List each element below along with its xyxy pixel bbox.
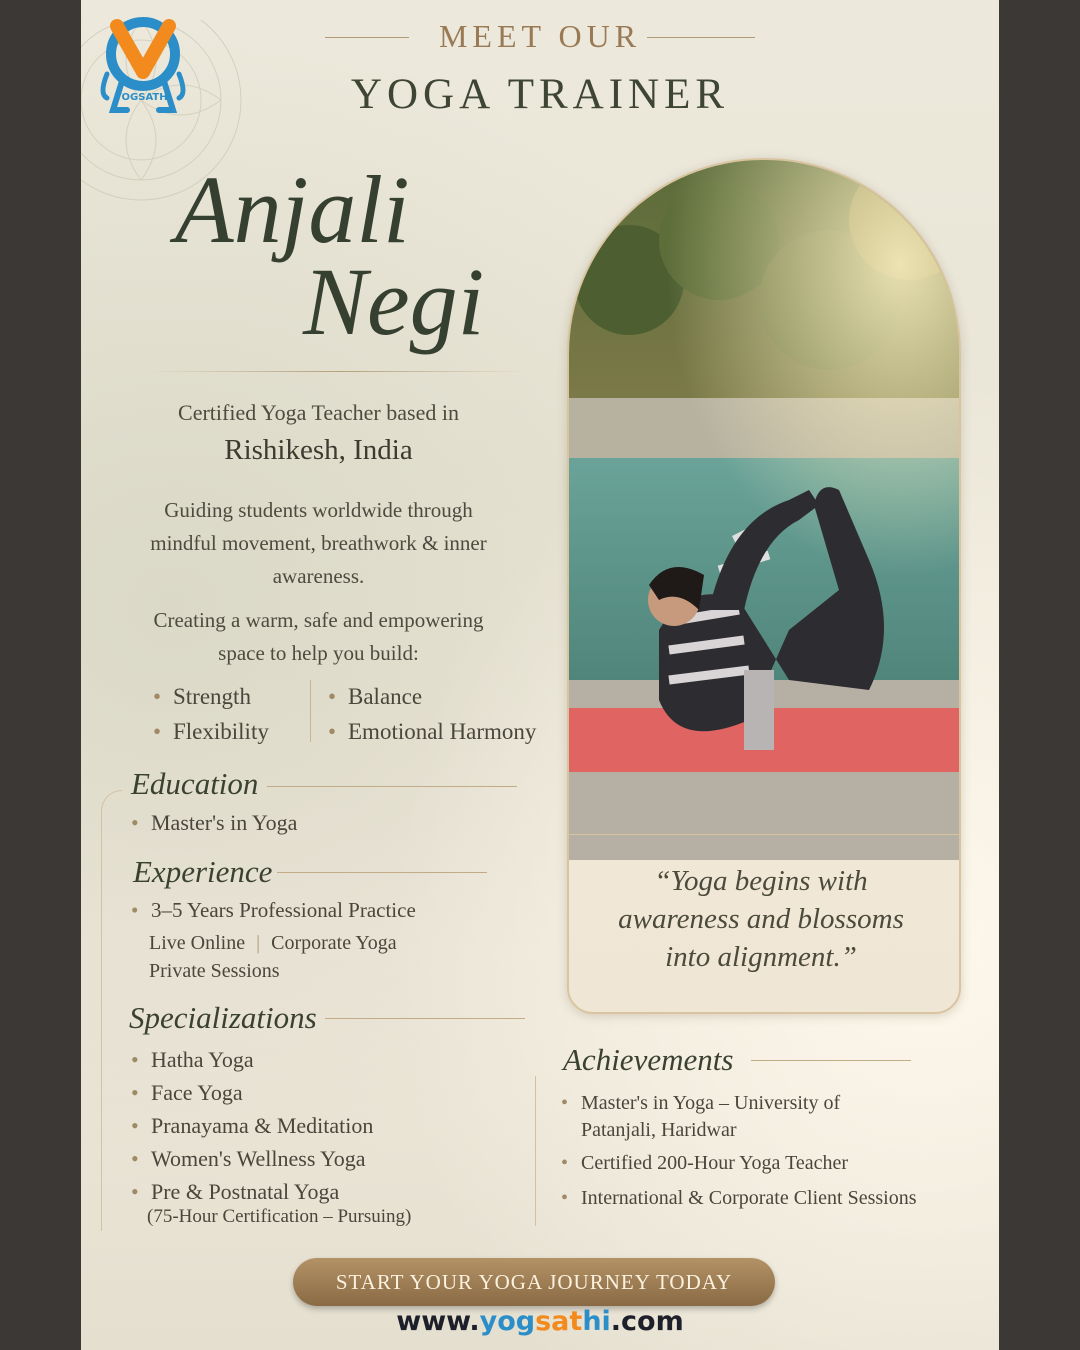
- education-heading-line: [267, 786, 517, 787]
- url-suffix: .com: [610, 1306, 684, 1337]
- url-part: sat: [535, 1306, 583, 1337]
- start-journey-button[interactable]: START YOUR YOGA JOURNEY TODAY: [293, 1258, 775, 1306]
- intro-certified: Certified Yoga Teacher based in: [178, 400, 459, 425]
- name-divider: [149, 371, 529, 372]
- achievements-list: [559, 1090, 969, 1212]
- achievement-text: • Master's in Yoga – University of: [581, 1092, 841, 1114]
- experience-heading: Experience: [133, 854, 273, 889]
- list-item: [559, 1090, 969, 1144]
- list-item: • Women's Wellness Yoga: [129, 1142, 373, 1175]
- list-item: • Strength: [151, 679, 269, 714]
- qualities-right-list: [326, 679, 536, 749]
- list-item: • Pre & Postnatal Yoga: [129, 1175, 373, 1208]
- photo-bottom-edge: [569, 834, 959, 835]
- list-item: • Face Yoga: [129, 1076, 373, 1109]
- education-heading: Education: [131, 766, 259, 801]
- sections-panel-border: [101, 790, 122, 1231]
- intro-location: Rishikesh, India: [224, 434, 413, 466]
- list-item: • Pranayama & Meditation: [129, 1109, 373, 1142]
- achievements-heading-line: [751, 1060, 911, 1061]
- intro-creating: [121, 604, 516, 670]
- quote-line: “Yoga begins with: [654, 865, 868, 897]
- mode-separator: |: [256, 932, 261, 954]
- achievement-text: Patanjali, Haridwar: [581, 1119, 737, 1141]
- qualities-divider: [310, 680, 311, 742]
- qualities-left-list: [151, 679, 269, 749]
- trainer-last-name: Negi: [303, 248, 485, 355]
- intro-creating-line: Creating a warm, safe and empowering: [153, 608, 484, 632]
- trainer-quote: [591, 862, 931, 976]
- quote-line: awareness and blossoms: [618, 903, 904, 935]
- quote-line: into alignment.”: [665, 941, 857, 973]
- experience-mode: Private Sessions: [149, 960, 280, 982]
- specializations-list: [129, 1043, 373, 1208]
- experience-modes: [149, 932, 397, 955]
- specializations-heading-line: [325, 1018, 525, 1019]
- experience-mode: Corporate Yoga: [271, 932, 397, 954]
- education-list: [129, 810, 297, 836]
- specializations-heading: Specializations: [129, 1000, 317, 1035]
- trainer-poster: [81, 0, 999, 1350]
- list-item: • International & Corporate Client Sessions: [559, 1185, 969, 1212]
- list-item: • Flexibility: [151, 714, 269, 749]
- list-item: • Hatha Yoga: [129, 1043, 373, 1076]
- intro-guiding: [121, 494, 516, 593]
- experience-mode: Live Online: [149, 932, 246, 954]
- svg-text:YOGSATHI: YOGSATHI: [114, 92, 172, 103]
- specializations-note: (75-Hour Certification – Pursuing): [147, 1206, 412, 1227]
- achievements-divider: [535, 1076, 536, 1226]
- url-part: yog: [479, 1306, 536, 1337]
- poster-title: YOGA TRAINER: [350, 71, 730, 118]
- achievements-heading: Achievements: [563, 1042, 734, 1077]
- list-item: • 3–5 Years Professional Practice: [129, 898, 416, 923]
- website-link[interactable]: [81, 1306, 999, 1337]
- list-item: • Emotional Harmony: [326, 714, 536, 749]
- intro-guiding-line: awareness.: [272, 564, 365, 588]
- intro-guiding-line: mindful movement, breathwork & inner: [150, 531, 487, 555]
- trainer-photo: [569, 160, 959, 860]
- url-part: hi: [582, 1306, 611, 1337]
- trainer-first-name: Anjali: [175, 156, 410, 263]
- url-prefix: www.: [396, 1306, 480, 1337]
- intro-guiding-line: Guiding students worldwide through: [164, 498, 473, 522]
- intro-creating-line: space to help you build:: [218, 641, 419, 665]
- list-item: • Certified 200-Hour Yoga Teacher: [559, 1150, 969, 1177]
- list-item: • Master's in Yoga: [129, 810, 297, 836]
- experience-heading-line: [277, 872, 487, 873]
- poster-kicker: MEET OUR: [438, 18, 642, 54]
- list-item: • Balance: [326, 679, 536, 714]
- experience-list: [129, 898, 416, 923]
